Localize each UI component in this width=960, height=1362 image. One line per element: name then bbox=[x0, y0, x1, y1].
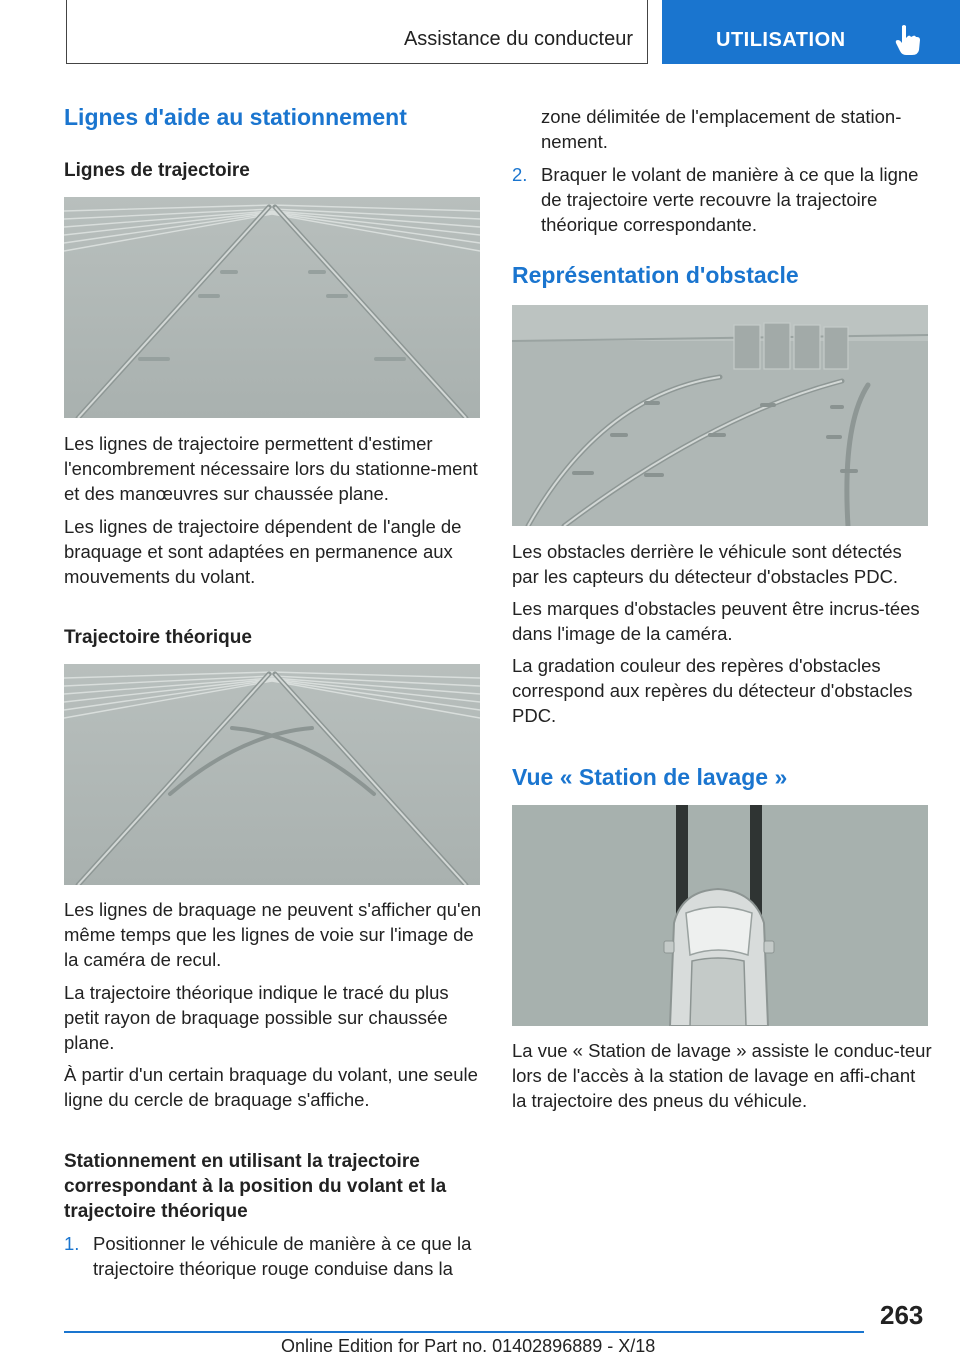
paragraph-5: À partir d'un certain braquage du volant, une seule ligne du cercle de braquage s'affiche. bbox=[64, 1064, 478, 1110]
paragraph-2: Les lignes de trajectoire dépendent de l'angle de braquage et sont adaptées en permanence aux mouvements du volant. bbox=[64, 516, 462, 587]
paragraph-3: Les lignes de braquage ne peuvent s'afficher qu'en même temps que les lignes de voie sur l'image de la caméra de recul. bbox=[64, 899, 482, 970]
step-2-number: 2. bbox=[512, 164, 528, 185]
car-top-view bbox=[664, 889, 774, 1026]
figure-car-wash-view bbox=[512, 805, 928, 1026]
subheading-trajectory-lines: Lignes de trajectoire bbox=[64, 160, 250, 181]
subheading-theoretical-trajectory: Trajectoire théorique bbox=[64, 627, 252, 648]
footer-edition: Online Edition for Part no. 01402896889 - X/18 bbox=[281, 1336, 656, 1356]
step-1-continued: zone délimitée de l'emplacement de station-nement. bbox=[541, 106, 902, 152]
figure-obstacle-display bbox=[512, 305, 928, 526]
pointing-hand-icon bbox=[894, 24, 922, 56]
step-1-text: Positionner le véhicule de manière à ce que la trajectoire théorique rouge conduise dans la bbox=[93, 1233, 472, 1279]
figure-theoretical-trajectory bbox=[64, 664, 480, 885]
header-tab-label: UTILISATION bbox=[716, 29, 846, 51]
footer-divider bbox=[64, 1331, 864, 1333]
header-frame bbox=[66, 0, 648, 64]
paragraph-6: Les obstacles derrière le véhicule sont détectés par les capteurs du détecteur d'obstacles PDC. bbox=[512, 541, 902, 587]
paragraph-1: Les lignes de trajectoire permettent d'estimer l'encombrement nécessaire lors du stationne-ment et des manœuvres sur chaussée plane. bbox=[64, 433, 478, 504]
section-title-parking-lines: Lignes d'aide au stationnement bbox=[64, 104, 407, 130]
figure-trajectory-lines bbox=[64, 197, 480, 418]
paragraph-7: Les marques d'obstacles peuvent être incrus-tées dans l'image de la caméra. bbox=[512, 598, 920, 644]
section-title-obstacle: Représentation d'obstacle bbox=[512, 262, 799, 288]
header-section-title: Assistance du conducteur bbox=[403, 28, 633, 50]
header-tab[interactable] bbox=[662, 0, 960, 64]
paragraph-9: La vue « Station de lavage » assiste le conduc-teur lors de l'accès à la station de lavage en affi-chant la trajectoire des pneus du véhicule. bbox=[512, 1040, 932, 1111]
paragraph-4: La trajectoire théorique indique le tracé du plus petit rayon de braquage possible sur chaussée plane. bbox=[64, 982, 449, 1053]
page-number: 263 bbox=[880, 1300, 924, 1330]
section-title-car-wash-view: Vue « Station de lavage » bbox=[512, 764, 788, 790]
step-2-text: Braquer le volant de manière à ce que la ligne de trajectoire verte recouvre la trajectoire théorique correspondante. bbox=[541, 164, 919, 235]
paragraph-8: La gradation couleur des repères d'obstacles correspond aux repères du détecteur d'obstacles PDC. bbox=[512, 655, 913, 726]
subheading-parking-procedure: Stationnement en utilisant la trajectoire correspondant à la position du volant et la trajectoire théorique bbox=[64, 1151, 447, 1222]
step-1-number: 1. bbox=[64, 1233, 80, 1254]
